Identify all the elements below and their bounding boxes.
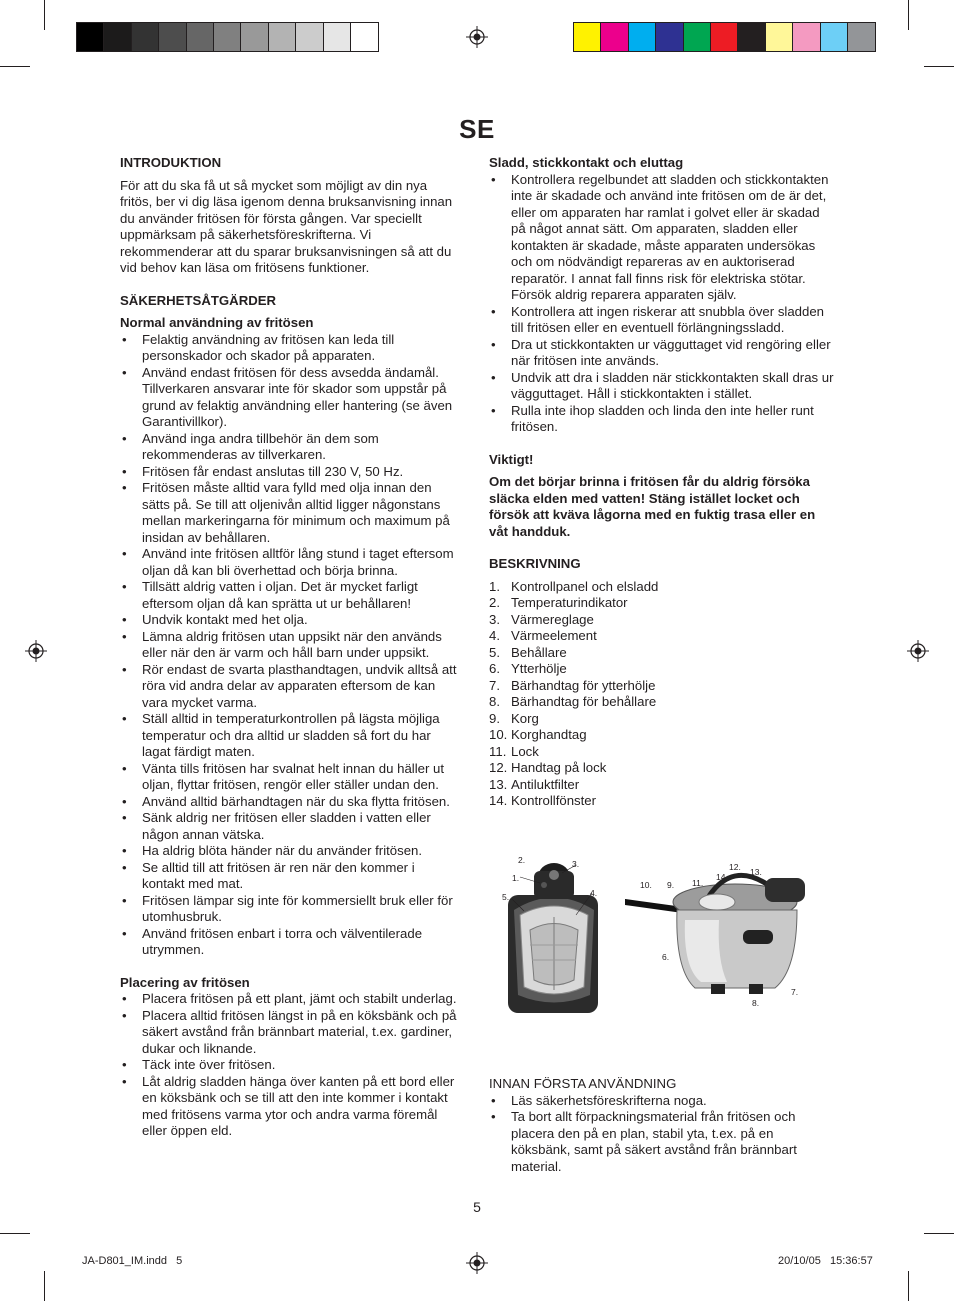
page-number: 5 xyxy=(473,1199,481,1215)
color-swatch xyxy=(738,23,765,51)
language-heading: SE xyxy=(459,114,495,144)
description-item-number: 10. xyxy=(489,727,508,742)
color-swatch xyxy=(601,23,628,51)
list-item: • Tillsätt aldrig vatten i oljan. Det är mycket farligt eftersom oljan då kan sprätta ut ur behållaren! xyxy=(120,579,460,612)
list-item: • Felaktig användning av fritösen kan leda till personskador och skador på apparaten. xyxy=(120,332,460,365)
list-item: • Rör endast de svarta plasthandtagen, undvik alltså att röra vid andra delar av apparaten eftersom de kan vara mycket varma. xyxy=(120,662,460,712)
color-swatch xyxy=(574,23,601,51)
list-item: • Dra ut stickkontakten ur vägguttaget vid rengöring eller när fritösen inte används. xyxy=(489,337,834,370)
description-item-label: Temperaturindikator xyxy=(511,595,628,610)
list-item: • Sänk aldrig ner fritösen eller sladden i vatten eller någon annan vätska. xyxy=(120,810,460,843)
description-item-label: Ytterhölje xyxy=(511,661,567,676)
color-swatch xyxy=(241,23,268,51)
list-item: • Lämna aldrig fritösen utan uppsikt när den används eller när den är varm och håll barn under uppsikt. xyxy=(120,629,460,662)
list-item: • Undvik att dra i sladden när stickkontakten skall dras ur vägguttaget. Håll i stickkontakten i stället. xyxy=(489,370,834,403)
description-item-number: 11. xyxy=(489,743,507,759)
description-item-number: 7. xyxy=(489,677,500,693)
description-item xyxy=(489,678,834,695)
footer-file-name: JA-D801_IM.indd 5 xyxy=(82,1255,183,1267)
right-column xyxy=(489,155,834,810)
crop-mark-bottom-left-h xyxy=(0,1233,30,1234)
figure-label-4: 4. xyxy=(590,888,598,898)
color-swatch xyxy=(684,23,711,51)
color-swatch xyxy=(766,23,793,51)
figure-label-7: 7. xyxy=(791,987,799,997)
description-item-number: 8. xyxy=(489,694,500,709)
registration-mark-top-icon xyxy=(466,26,488,48)
figure-label-3: 3. xyxy=(572,859,580,869)
description-heading: BESKRIVNING xyxy=(489,556,581,571)
first-use-section xyxy=(489,1076,834,1175)
color-swatch xyxy=(77,23,104,51)
description-item-number: 9. xyxy=(489,710,500,726)
registration-mark-bottom-icon xyxy=(466,1252,488,1274)
intro-heading: INTRODUKTION xyxy=(120,155,222,170)
list-item: • Använd inga andra tillbehör än dem som rekommenderas av tillverkaren. xyxy=(120,431,460,464)
normal-use-list xyxy=(120,332,460,959)
description-item-label: Kontrollpanel och elsladd xyxy=(511,578,659,594)
process-color-bar xyxy=(573,22,876,52)
grayscale-color-bar xyxy=(76,22,379,52)
list-item: • Ställ alltid in temperaturkontrollen på lägsta möjliga temperatur och dra alltid ur sladden så fort du har lagat färdigt maten. xyxy=(120,711,460,761)
intro-paragraph: För att du ska få ut så mycket som möjligt av din nya fritös, ber vi dig läsa igenom denna bruksanvisning innan du använder fritösen för första gången. Var speciellt uppmärksam på säkerhetsföreskrifterna. Vi rekommenderar att du sparar bruksanvisningen så att du vid behov kan läsa om fritösens funktioner. xyxy=(120,177,453,275)
figure-label-8: 8. xyxy=(752,998,760,1008)
figure-label-10: 10. xyxy=(640,880,652,890)
figure-label-9: 9. xyxy=(667,880,675,890)
description-item-label: Lock xyxy=(511,743,539,759)
crop-mark-top-right-v xyxy=(908,0,909,30)
color-swatch xyxy=(656,23,683,51)
registration-mark-left-icon xyxy=(25,640,47,662)
color-swatch xyxy=(821,23,848,51)
first-use-list xyxy=(489,1093,834,1176)
description-item-number: 12. xyxy=(489,760,508,775)
list-item: • Vänta tills fritösen har svalnat helt innan du häller ut oljan, flyttar fritösen, rengör eller ställer undan den. xyxy=(120,761,460,794)
crop-mark-bottom-right-h xyxy=(924,1233,954,1234)
cord-list xyxy=(489,172,834,436)
color-swatch xyxy=(296,23,323,51)
figure-label-6: 6. xyxy=(662,952,670,962)
description-item-number: 6. xyxy=(489,661,500,676)
list-item: • Kontrollera att ingen riskerar att snubbla över sladden till fritösen eller en eventuell förlängningssladd. xyxy=(489,304,834,337)
left-column xyxy=(120,155,460,1140)
description-item-number: 2. xyxy=(489,595,500,610)
list-item: • Se alltid till att fritösen är ren när den kommer i kontakt med mat. xyxy=(120,860,460,893)
list-item: • Fritösen lämpar sig inte för kommersiellt bruk eller för utomhusbruk. xyxy=(120,893,460,926)
figure-label-14: 14. xyxy=(716,872,728,882)
description-item-number: 1. xyxy=(489,578,500,594)
list-item: • Ha aldrig blöta händer när du använder fritösen. xyxy=(120,843,460,860)
description-item xyxy=(489,628,834,645)
list-item: • Fritösen måste alltid vara fylld med olja innan den sätts på. Se till att oljenivån alltid ligger någonstans mellan markeringarna för minimum och maximum på insidan av behållaren. xyxy=(120,480,460,546)
description-item xyxy=(489,777,834,794)
normal-use-heading: Normal användning av fritösen xyxy=(120,315,314,330)
crop-mark-top-left-h xyxy=(0,66,30,67)
footer-date: 20/10/05 15:36:57 xyxy=(778,1255,873,1267)
description-item xyxy=(489,595,834,612)
description-item-label: Korghandtag xyxy=(511,727,587,742)
description-item xyxy=(489,760,834,777)
description-item xyxy=(489,612,834,629)
list-item: • Kontrollera regelbundet att sladden och stickkontakten inte är skadade och använd inte fritösen om de är det, eller om apparaten har ramlat i golvet eller är skadad på något annat sätt. Om apparaten, sladden eller kontakten är skadade, måste apparaten undersökas och om nödvändigt repareras av en auktoriserad reparatör. I annat fall finns risk för elektriska stötar. Försök aldrig reparera apparaten själv. xyxy=(489,172,834,304)
figure-label-13: 13. xyxy=(750,867,762,877)
color-swatch xyxy=(214,23,241,51)
placement-heading: Placering av fritösen xyxy=(120,974,250,990)
list-item: • Låt aldrig sladden hänga över kanten på ett bord eller en köksbänk och se till att den inte kommer i kontakt med fritösens varma ytor och andra varma föremål eller öppen eld. xyxy=(120,1074,460,1140)
important-heading: Viktigt! xyxy=(489,451,534,467)
description-item-label: Bärhandtag för ytterhölje xyxy=(511,677,656,693)
description-item-label: Värmereglage xyxy=(511,611,594,627)
description-item-label: Kontrollfönster xyxy=(511,793,597,808)
color-swatch xyxy=(711,23,738,51)
description-item xyxy=(489,711,834,728)
figure-label-5: 5. xyxy=(502,892,510,902)
description-item xyxy=(489,727,834,744)
description-item xyxy=(489,694,834,711)
first-use-heading: INNAN FÖRSTA ANVÄNDNING xyxy=(489,1076,677,1091)
description-item-number: 3. xyxy=(489,611,500,627)
crop-mark-top-right-h xyxy=(924,66,954,67)
description-item-number: 13. xyxy=(489,776,508,792)
list-item: • Placera alltid fritösen längst in på en köksbänk och på säkert avstånd från brännbart material, t.ex. gardiner, dukar och liknande. xyxy=(120,1008,460,1058)
color-swatch xyxy=(269,23,296,51)
color-swatch xyxy=(187,23,214,51)
list-item: • Använd alltid bärhandtagen när du ska flytta fritösen. xyxy=(120,794,460,811)
description-item-number: 4. xyxy=(489,628,500,643)
color-swatch xyxy=(132,23,159,51)
cord-heading: Sladd, stickkontakt och eluttag xyxy=(489,155,684,170)
important-text: Om det börjar brinna i fritösen får du aldrig försöka släcka elden med vatten! Stäng istället locket och försök att kväva lågorna med en fuktig trasa eller en våt handduk. xyxy=(489,474,816,539)
description-item-label: Bärhandtag för behållare xyxy=(511,694,657,709)
color-swatch xyxy=(351,23,378,51)
list-item: • Täck inte över fritösen. xyxy=(120,1057,460,1074)
description-item-label: Korg xyxy=(511,710,539,726)
description-item xyxy=(489,744,834,761)
color-swatch xyxy=(793,23,820,51)
description-item xyxy=(489,661,834,678)
description-item xyxy=(489,579,834,596)
figure-label-2: 2. xyxy=(518,855,526,865)
color-swatch xyxy=(629,23,656,51)
description-item-label: Värmeelement xyxy=(511,628,597,643)
list-item: • Använd inte fritösen alltför lång stund i taget eftersom oljan då kan bli överhettad och börja brinna. xyxy=(120,546,460,579)
safety-heading: SÄKERHETSÅTGÄRDER xyxy=(120,292,277,308)
list-item: • Ta bort allt förpackningsmaterial från fritösen och placera den på en plan, stabil yta, t.ex. på en köksbänk, samt på säkert avstånd från brännbart material. xyxy=(489,1109,834,1175)
description-item-label: Handtag på lock xyxy=(511,760,607,775)
list-item: • Använd endast fritösen för dess avsedda ändamål. Tillverkaren ansvarar inte för skador som uppstår på grund av felaktig användning eller hantering (se även Garantivillkor). xyxy=(120,365,460,431)
list-item: • Läs säkerhetsföreskrifterna noga. xyxy=(489,1093,834,1110)
color-swatch xyxy=(324,23,351,51)
crop-mark-bottom-right-v xyxy=(908,1271,909,1301)
color-swatch xyxy=(104,23,131,51)
crop-mark-bottom-left-v xyxy=(44,1271,45,1301)
list-item: • Använd fritösen enbart i torra och välventilerade utrymmen. xyxy=(120,926,460,959)
list-item: • Fritösen får endast anslutas till 230 V, 50 Hz. xyxy=(120,464,460,481)
description-item-label: Antiluktfilter xyxy=(511,776,580,792)
list-item: • Placera fritösen på ett plant, jämt och stabilt underlag. xyxy=(120,991,460,1008)
crop-mark-top-left-v xyxy=(44,0,45,30)
description-list xyxy=(489,579,834,810)
description-item xyxy=(489,645,834,662)
figure-label-12: 12. xyxy=(729,862,741,872)
description-item-number: 5. xyxy=(489,644,500,660)
registration-mark-right-icon xyxy=(907,640,929,662)
figure-label-11: 11. xyxy=(692,878,704,888)
list-item: • Undvik kontakt med het olja. xyxy=(120,612,460,629)
list-item: • Rulla inte ihop sladden och linda den inte heller runt fritösen. xyxy=(489,403,834,436)
placement-list xyxy=(120,991,460,1140)
figure-label-1: 1. xyxy=(512,873,520,883)
color-swatch xyxy=(848,23,875,51)
description-item-label: Behållare xyxy=(511,644,567,660)
description-item xyxy=(489,793,834,810)
description-item-number: 14. xyxy=(489,793,508,808)
color-swatch xyxy=(159,23,186,51)
